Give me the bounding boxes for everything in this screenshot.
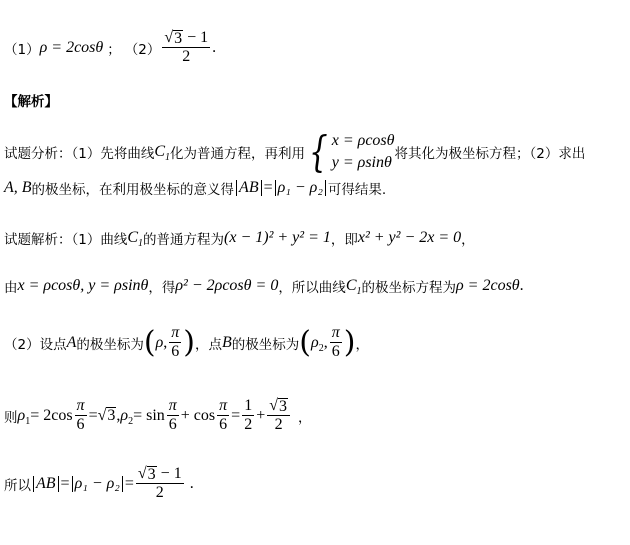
s4-eq-c: = sin bbox=[133, 406, 165, 424]
answer-part1-label: （1） bbox=[4, 41, 40, 58]
s3-pi-over-six-b: $\frac{\pi}{6}$ bbox=[331, 324, 340, 360]
s1-equation-1: (x − 1)² + y² = 1 bbox=[224, 229, 331, 246]
s5-result-fraction: √ 3 − 1 2 bbox=[137, 465, 182, 501]
s3-mid3: 的极坐标为 bbox=[231, 336, 300, 353]
s2-mid3: 的极坐标方程为 bbox=[361, 280, 456, 296]
s5-abs-rho-diff: ρ₁ − ρ₂ bbox=[72, 476, 123, 492]
s4-rho1: $\rho_1$ bbox=[17, 406, 31, 427]
s4-pi-over-six-1: $\frac{\pi}{6}$ bbox=[76, 397, 85, 433]
s5-prefix: 所以 bbox=[4, 477, 31, 494]
s4-one-half: $\frac{1}{2}$ bbox=[244, 397, 253, 433]
answer-part2-fraction: √ 3 − 1 2 bbox=[164, 29, 209, 65]
analysis-line-1 bbox=[4, 127, 586, 176]
analysis-prefix: 试题分析：（1）先将曲线 bbox=[4, 146, 155, 162]
analysis-line2-mid: 的极坐标，在利用极坐标的意义得 bbox=[31, 182, 235, 198]
s1-curve: $C_1$ bbox=[127, 229, 144, 249]
analysis-line2-end: 可得结果. bbox=[327, 182, 387, 198]
s3-mid: 的极坐标为 bbox=[76, 336, 144, 353]
s4-end: ， bbox=[298, 409, 312, 426]
s4-sqrt3-over-2: √ 3 2 bbox=[267, 398, 290, 433]
s3-prefix: （2）设点 bbox=[4, 336, 67, 353]
s5-end: . bbox=[189, 474, 194, 492]
s4-eq-d: = bbox=[231, 406, 241, 424]
section-heading: 【解析】 bbox=[4, 94, 58, 110]
s4-pi-over-six-2: $\frac{\pi}{6}$ bbox=[168, 397, 177, 433]
solution-line-4 bbox=[4, 398, 312, 433]
analysis-curve: $C_1$ bbox=[154, 143, 171, 163]
analysis-mid2: 将其化为极坐标方程；（2）求出 bbox=[394, 146, 586, 162]
s1-equation-2: x² + y² − 2x = 0 bbox=[357, 229, 462, 246]
s4-rho2: $\rho_2$ bbox=[120, 406, 134, 427]
s2-equation-3: ρ = 2cosθ bbox=[455, 277, 520, 294]
s3-pi-over-six-a: $\frac{\pi}{6}$ bbox=[171, 324, 180, 360]
solution-line-3: （2）设点 A 的极坐标为 ( ρ , $\frac{\pi}{6}$ ) ，点 B 的极坐标为 ( $\rho_2$ , $\frac{\pi}{6}$ ) ， bbox=[4, 324, 369, 360]
abs-ab: AB bbox=[236, 180, 262, 196]
solution-line-5 bbox=[4, 466, 194, 501]
answer-denominator: 2 bbox=[182, 48, 191, 65]
analysis-line-2 bbox=[4, 178, 386, 198]
s1-prefix: 试题解析：（1）曲线 bbox=[4, 232, 128, 248]
s5-abs-ab: AB bbox=[33, 476, 59, 492]
system-row-2: y = ρsinθ bbox=[331, 154, 392, 171]
s3-rho: ρ bbox=[155, 333, 164, 351]
s2-equation-1: x = ρcosθ, y = ρsinθ bbox=[17, 277, 149, 294]
polar-system: { x = ρcosθ y = ρsinθ bbox=[309, 127, 395, 176]
s1-end: ， bbox=[461, 232, 475, 248]
s2-mid: ，得 bbox=[148, 280, 176, 296]
s3-point-a: A bbox=[66, 333, 77, 351]
s2-equation-2: ρ² − 2ρcosθ = 0 bbox=[175, 277, 279, 294]
s4-plus: + bbox=[256, 406, 266, 424]
answer-period: . bbox=[212, 38, 217, 56]
s2-end: . bbox=[519, 277, 524, 294]
answer-sqrt-radicand: 3 bbox=[174, 30, 183, 47]
s4-eq-b: = bbox=[88, 406, 98, 424]
s1-sep: ，即 bbox=[330, 232, 358, 248]
s4-sqrt3: √ 3 bbox=[97, 406, 116, 424]
answer-part1-equation: ρ = 2cosθ bbox=[39, 38, 104, 56]
s5-eq2: = bbox=[124, 474, 134, 492]
s4-plus-cos: + cos bbox=[180, 406, 216, 424]
answer-separator: ； bbox=[107, 41, 121, 58]
s4-eq-a: = 2cos bbox=[30, 406, 73, 424]
analysis-points: A, B bbox=[4, 179, 32, 196]
solution-line-1 bbox=[4, 228, 475, 248]
s4-pi-over-six-3: $\frac{\pi}{6}$ bbox=[219, 397, 228, 433]
s2-curve: $C_1$ bbox=[345, 277, 362, 297]
analysis-mid1: 化为普通方程，再利用 bbox=[170, 146, 306, 162]
s4-comma: , bbox=[116, 406, 121, 424]
s5-eq: = bbox=[60, 474, 70, 492]
solution-line-2 bbox=[4, 276, 524, 296]
s3-point-b: B bbox=[222, 333, 232, 351]
analysis-eq: = bbox=[263, 179, 273, 196]
answer-num-rest: − 1 bbox=[183, 29, 209, 46]
system-row-1: x = ρcosθ bbox=[331, 132, 395, 149]
abs-rho-diff: ρ₁ − ρ₂ bbox=[275, 180, 326, 196]
s1-mid: 的普通方程为 bbox=[143, 232, 225, 248]
s2-prefix: 由 bbox=[4, 280, 18, 296]
answer-line bbox=[4, 30, 216, 65]
s3-end: ， bbox=[355, 336, 369, 353]
answer-part2-label: （2） bbox=[124, 41, 161, 58]
s3-mid2: ，点 bbox=[195, 336, 223, 353]
s2-mid2: ，所以曲线 bbox=[278, 280, 346, 296]
s3-rho2: $\rho_2$ bbox=[311, 333, 324, 354]
s4-prefix: 则 bbox=[4, 409, 18, 426]
